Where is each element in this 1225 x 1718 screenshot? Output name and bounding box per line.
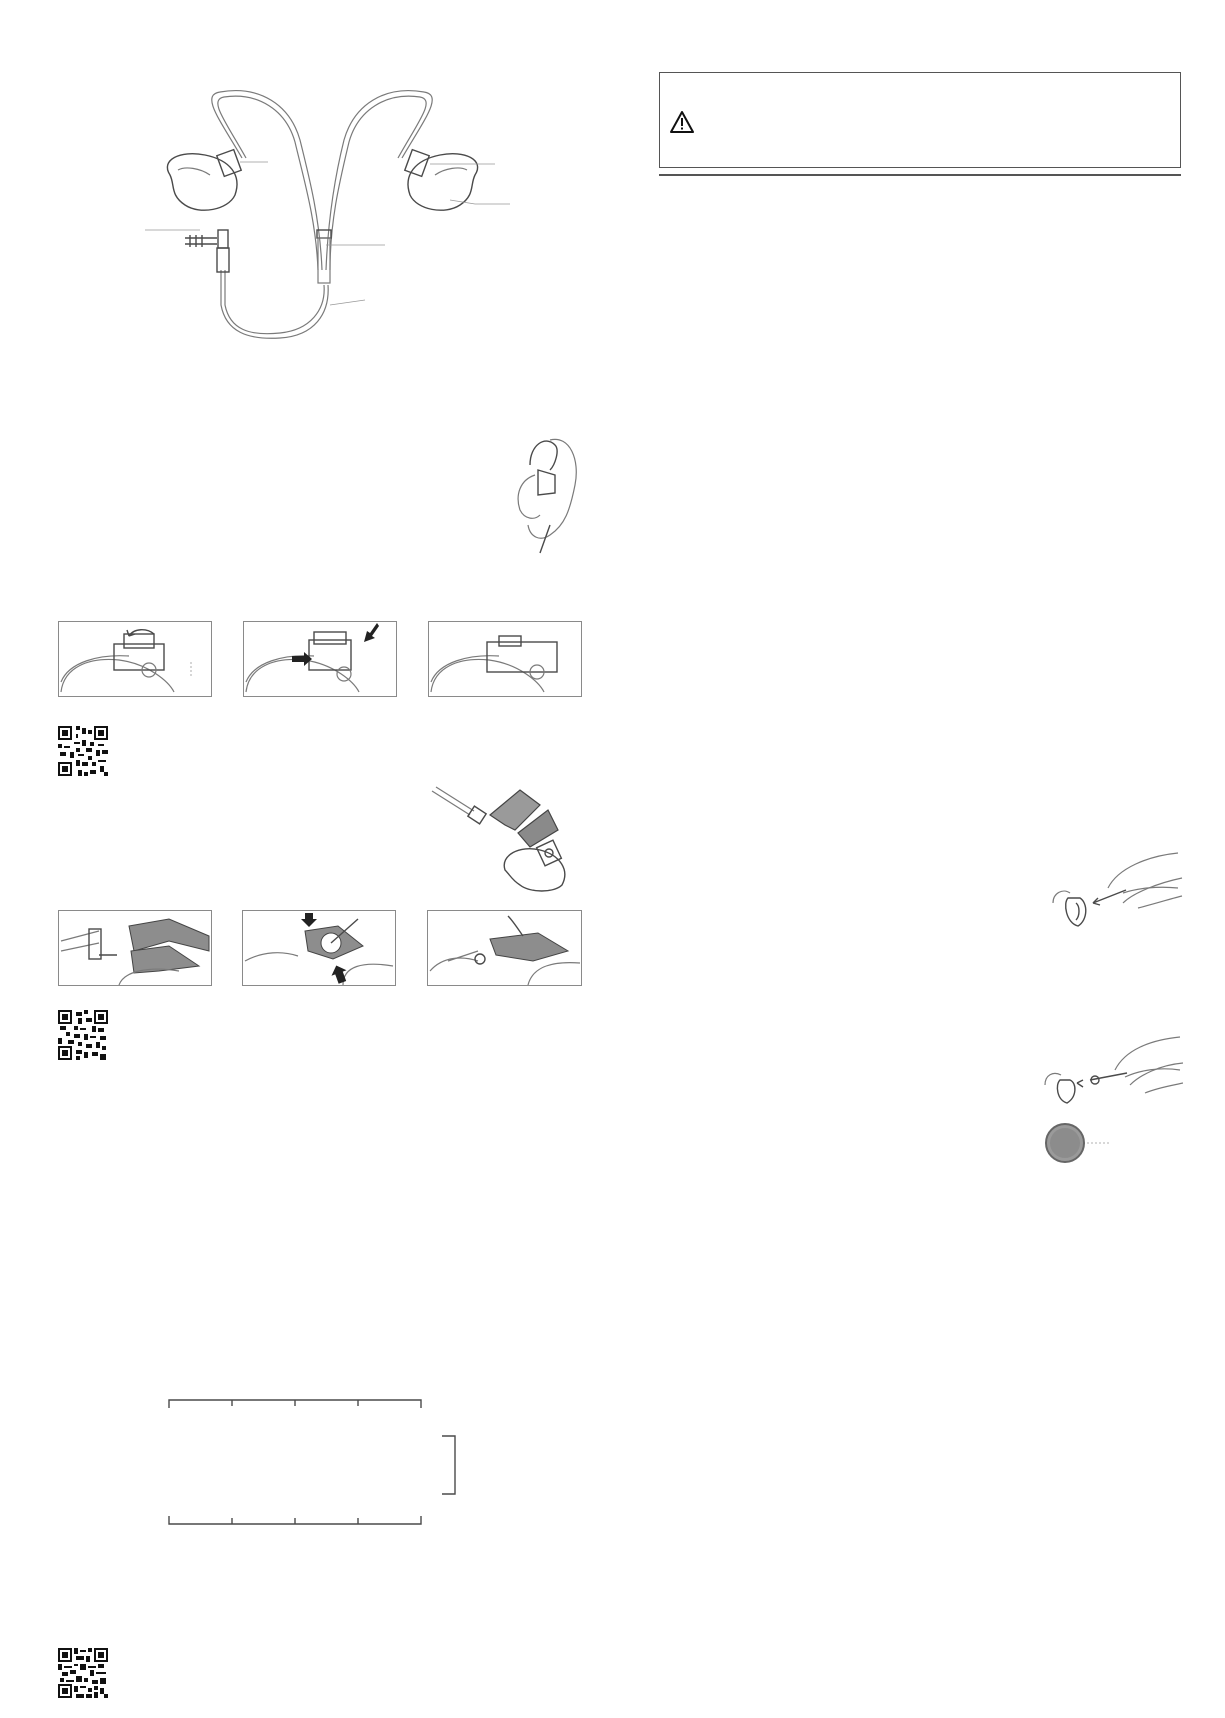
qr-code-icon bbox=[58, 1648, 108, 1698]
filter-replacement-illustration bbox=[1035, 1035, 1183, 1170]
product-diagram bbox=[130, 80, 560, 350]
eartip-size-chart bbox=[150, 1396, 470, 1531]
warning-triangle-icon bbox=[669, 110, 695, 134]
eartip-cleaning-illustration bbox=[1048, 848, 1183, 938]
step-panel-1c bbox=[428, 621, 582, 697]
step-panel-2c bbox=[427, 910, 582, 986]
qr-code-icon bbox=[58, 1010, 108, 1060]
connector-illustration bbox=[430, 785, 585, 895]
step-panel-1a bbox=[58, 621, 212, 697]
ear-wearing-illustration bbox=[510, 425, 580, 555]
step-panel-2b bbox=[242, 910, 396, 986]
warning-table bbox=[659, 174, 1181, 176]
warning-notice-box bbox=[659, 72, 1181, 168]
qr-code-icon bbox=[58, 726, 108, 776]
step-panel-2a bbox=[58, 910, 212, 986]
step-panel-1b bbox=[243, 621, 397, 697]
